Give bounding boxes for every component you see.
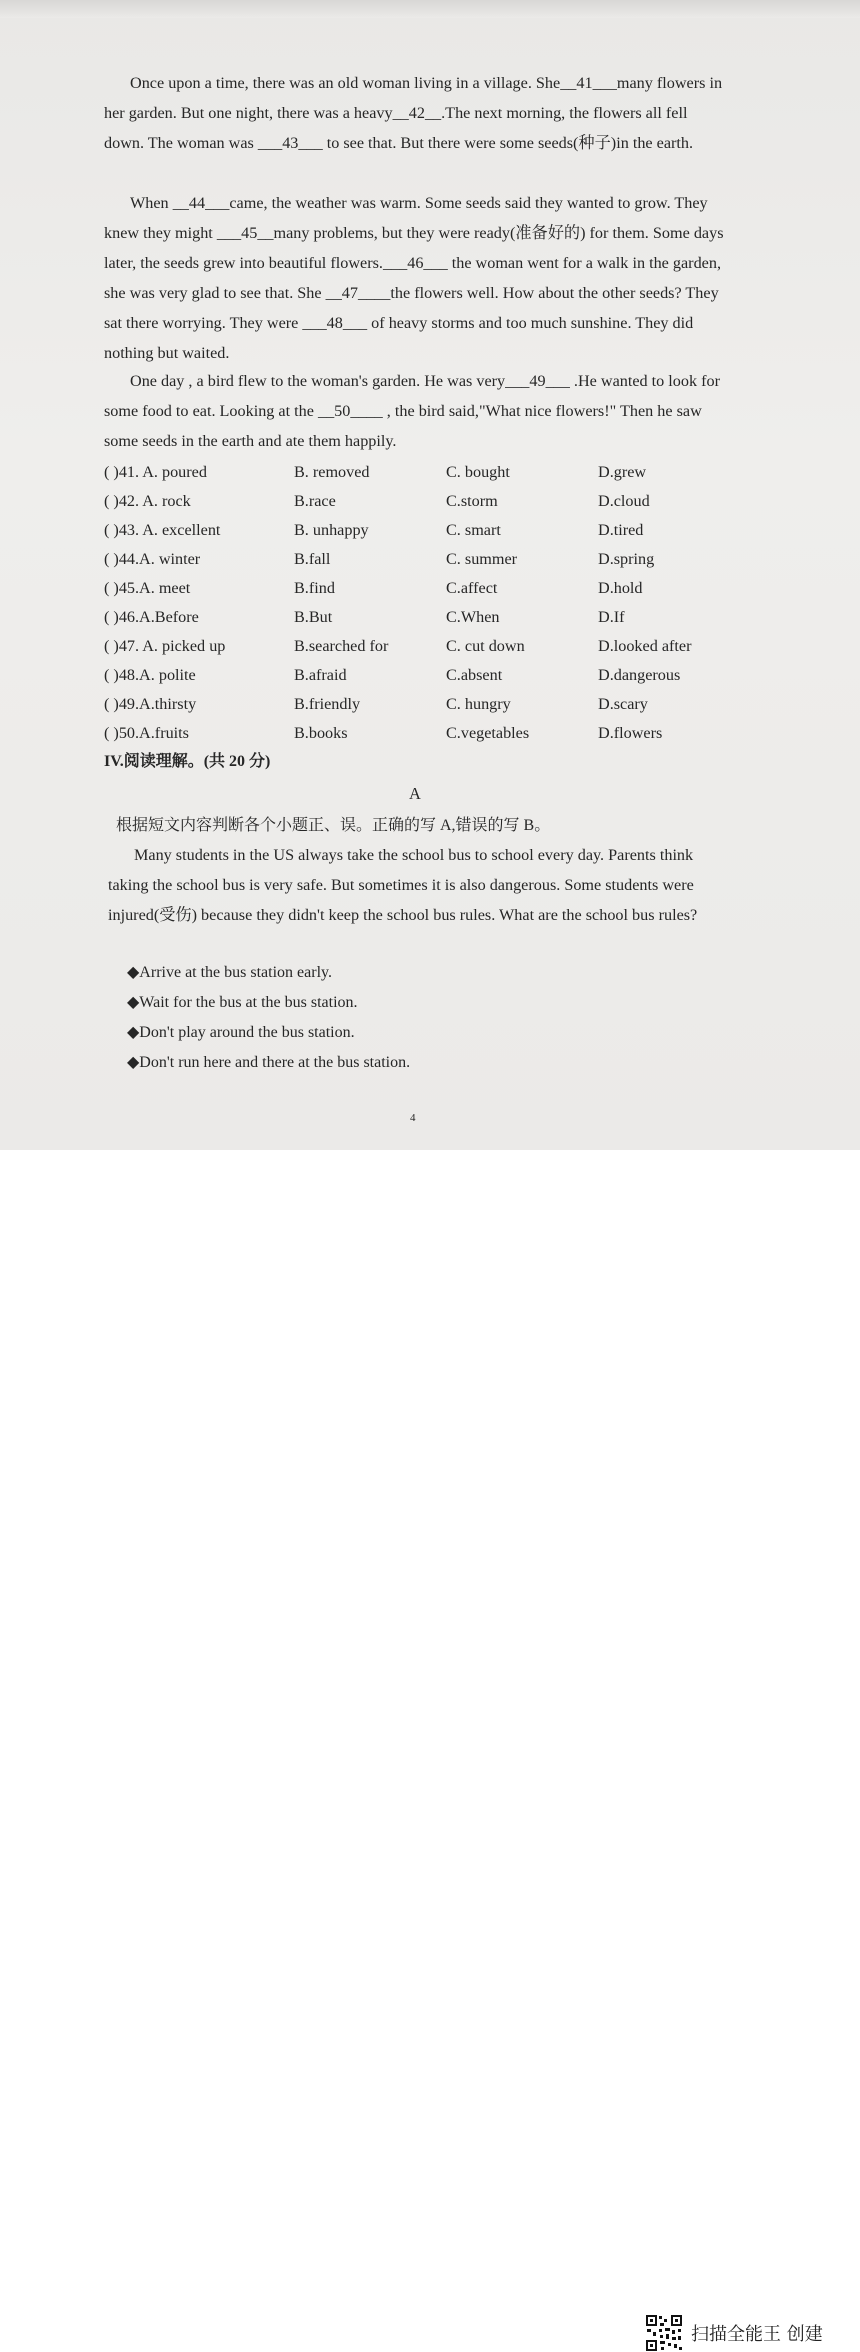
option-b: B. unhappy: [294, 521, 369, 539]
option-b: B. removed: [294, 463, 370, 481]
option-b: B.afraid: [294, 666, 347, 684]
exam-page: [0, 0, 860, 1150]
passage-text: When __44___came, the weather was warm. Some seeds said they wanted to grow. They knew they might ___45__many problems, but they were ready(准备好的) for them. Some days later, the seeds grew into beautiful flowers.___46___ the woman went for a walk in the garden, she was very glad to see that. She __47____the flowers well. How about the other seeds? They sat there worrying. They were ___48___ of heavy storms and too much sunshine. They did nothing but waited.: [104, 194, 724, 362]
option-c: C.vegetables: [446, 724, 530, 742]
passage-paragraph-3: [104, 366, 724, 456]
option-d: D.If: [598, 608, 625, 626]
option-d: D.tired: [598, 521, 644, 539]
option-a: ( )49.A.thirsty: [104, 695, 197, 713]
option-row: [104, 487, 744, 516]
option-a: ( )41. A. poured: [104, 463, 207, 481]
option-b: B.fall: [294, 550, 331, 568]
rules-list: [127, 958, 410, 1078]
reading-text: Many students in the US always take the school bus to school every day. Parents think taking the school bus is very safe. But sometimes it is also dangerous. Some students were injured(受伤) because they didn't keep the school bus rules. What are the school bus rules?: [108, 846, 698, 924]
page-edge-shadow: [0, 0, 860, 18]
option-a: ( )45.A. meet: [104, 579, 191, 597]
option-c: C.absent: [446, 666, 503, 684]
option-d: D.dangerous: [598, 666, 681, 684]
option-b: B.race: [294, 492, 336, 510]
option-c: C.When: [446, 608, 500, 626]
option-a: ( )42. A. rock: [104, 492, 191, 510]
option-d: D.scary: [598, 695, 648, 713]
scanner-footer: [0, 1150, 860, 2345]
passage-paragraph-1: [104, 68, 724, 158]
option-row: [104, 458, 744, 487]
section-letter: A: [409, 784, 421, 803]
option-d: D.cloud: [598, 492, 650, 510]
footer-brand: 扫描全能王 创建: [691, 2324, 823, 2345]
option-a: ( )47. A. picked up: [104, 637, 226, 655]
option-d: D.flowers: [598, 724, 663, 742]
option-b: B.friendly: [294, 695, 361, 713]
page-number: 4: [410, 1112, 416, 1124]
option-a: ( )46.A.Before: [104, 608, 199, 626]
option-d: D.grew: [598, 463, 647, 481]
reading-paragraph: [108, 840, 722, 930]
option-a: ( )50.A.fruits: [104, 724, 189, 742]
option-c: C. summer: [446, 550, 518, 568]
option-row: [104, 661, 744, 690]
option-c: C. smart: [446, 521, 501, 539]
option-row: [104, 632, 744, 661]
instruction-text: 根据短文内容判断各个小题正、误。正确的写 A,错误的写 B。: [116, 817, 551, 834]
rule-item: ◆Wait for the bus at the bus station.: [127, 994, 358, 1011]
option-c: C.affect: [446, 579, 498, 597]
option-c: C. bought: [446, 463, 510, 481]
option-c: C. hungry: [446, 695, 511, 713]
option-b: B.find: [294, 579, 335, 597]
option-a: ( )43. A. excellent: [104, 521, 221, 539]
option-row: [104, 545, 744, 574]
rule-item: ◆Don't play around the bus station.: [127, 1024, 355, 1041]
passage-paragraph-2: [104, 188, 724, 368]
rule-item: ◆Arrive at the bus station early.: [127, 964, 332, 981]
option-d: D.hold: [598, 579, 643, 597]
option-b: B.But: [294, 608, 333, 626]
option-row: [104, 516, 744, 545]
option-c: C. cut down: [446, 637, 525, 655]
option-d: D.spring: [598, 550, 655, 568]
option-a: ( )44.A. winter: [104, 550, 201, 568]
option-row: [104, 574, 744, 603]
qr-code-icon: [645, 2314, 683, 2352]
option-b: B.searched for: [294, 637, 389, 655]
option-row: [104, 690, 744, 719]
option-d: D.looked after: [598, 637, 692, 655]
rule-item: ◆Don't run here and there at the bus station.: [127, 1054, 411, 1071]
option-row: [104, 603, 744, 632]
option-c: C.storm: [446, 492, 498, 510]
passage-text: One day , a bird flew to the woman's garden. He was very___49___ .He wanted to look for some food to eat. Looking at the __50____ , the bird said,"What nice flowers!" Then he saw some seeds in the earth and ate them happily.: [104, 372, 721, 450]
section-heading: IV.阅读理解。(共 20 分): [104, 753, 271, 770]
option-a: ( )48.A. polite: [104, 666, 196, 684]
option-row: [104, 719, 744, 748]
passage-text: Once upon a time, there was an old woman living in a village. She__41___many flowers in her garden. But one night, there was a heavy__42__.The next morning, the flowers all fell down. The woman was ___43___ to see that. But there were some seeds(种子)in the earth.: [104, 74, 723, 152]
options-table: [104, 458, 744, 748]
option-b: B.books: [294, 724, 348, 742]
